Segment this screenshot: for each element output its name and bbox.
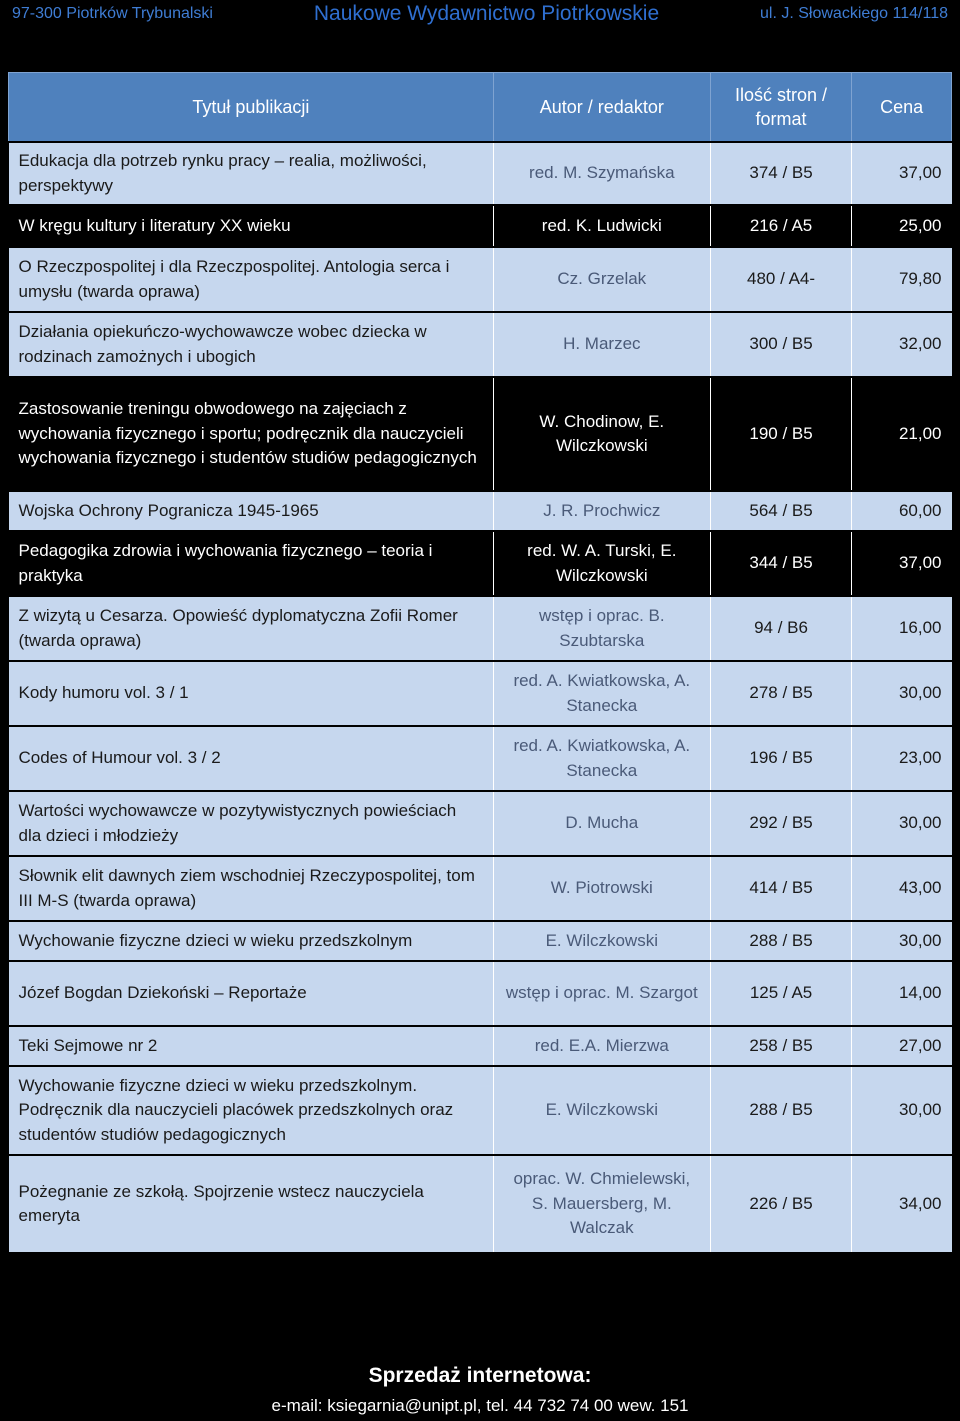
table-row <box>9 726 952 791</box>
table-row <box>9 377 952 491</box>
book-author: wstęp i oprac. B. Szubtarska <box>493 596 710 661</box>
book-price: 16,00 <box>852 596 952 661</box>
book-price: 25,00 <box>852 205 952 247</box>
table-row <box>9 791 952 856</box>
book-author: red. A. Kwiatkowska, A. Stanecka <box>493 661 710 726</box>
book-title: Wojska Ochrony Pogranicza 1945-1965 <box>9 491 494 531</box>
book-author: red. E.A. Mierzwa <box>493 1026 710 1066</box>
table-row <box>9 661 952 726</box>
book-title: Józef Bogdan Dziekoński – Reportaże <box>9 961 494 1026</box>
book-author: red. K. Ludwicki <box>493 205 710 247</box>
book-price: 43,00 <box>852 856 952 921</box>
publisher-address: 97-300 Piotrków Trybunalski <box>12 5 213 22</box>
book-price: 79,80 <box>852 247 952 312</box>
book-pages-format: 226 / B5 <box>710 1155 851 1253</box>
book-author: Cz. Grzelak <box>493 247 710 312</box>
table-row <box>9 247 952 312</box>
table-row <box>9 961 952 1026</box>
book-author: J. R. Prochwicz <box>493 491 710 531</box>
book-pages-format: 300 / B5 <box>710 312 851 377</box>
book-title: Pożegnanie ze szkołą. Spojrzenie wstecz nauczyciela emeryta <box>9 1155 494 1253</box>
book-title: Wychowanie fizyczne dzieci w wieku przedszkolnym <box>9 921 494 961</box>
book-author: H. Marzec <box>493 312 710 377</box>
book-pages-format: 216 / A5 <box>710 205 851 247</box>
book-title: Działania opiekuńczo-wychowawcze wobec dziecka w rodzinach zamożnych i ubogich <box>9 312 494 377</box>
book-title: Zastosowanie treningu obwodowego na zajęciach z wychowania fizycznego i sportu; podręcznik dla nauczycieli wychowania fizycznego i studentów studiów pedagogicznych <box>9 377 494 491</box>
book-pages-format: 292 / B5 <box>710 791 851 856</box>
table-row <box>9 491 952 531</box>
book-pages-format: 94 / B6 <box>710 596 851 661</box>
column-header-author: Autor / redaktor <box>493 73 710 143</box>
table-row <box>9 531 952 596</box>
book-title: Pedagogika zdrowia i wychowania fizycznego – teoria i praktyka <box>9 531 494 596</box>
table-row <box>9 1066 952 1155</box>
contact-info: e-mail: ksiegarnia@unipt.pl, tel. 44 732 74 00 wew. 151 <box>271 1396 689 1415</box>
book-price: 30,00 <box>852 1066 952 1155</box>
book-title: Kody humoru vol. 3 / 1 <box>9 661 494 726</box>
table-row <box>9 142 952 205</box>
book-price: 60,00 <box>852 491 952 531</box>
book-price: 23,00 <box>852 726 952 791</box>
publisher-name: Naukowe Wydawnictwo Piotrkowskie <box>313 2 660 25</box>
book-author: D. Mucha <box>493 791 710 856</box>
book-pages-format: 125 / A5 <box>710 961 851 1026</box>
book-pages-format: 288 / B5 <box>710 921 851 961</box>
book-title: W kręgu kultury i literatury XX wieku <box>9 205 494 247</box>
book-pages-format: 278 / B5 <box>710 661 851 726</box>
book-title: Edukacja dla potrzeb rynku pracy – realia, możliwości, perspektywy <box>9 142 494 205</box>
publisher-street: ul. J. Słowackiego 114/118 <box>760 5 948 22</box>
book-price: 34,00 <box>852 1155 952 1253</box>
column-header-price: Cena <box>852 73 952 143</box>
table-row <box>9 312 952 377</box>
book-price: 37,00 <box>852 142 952 205</box>
book-pages-format: 288 / B5 <box>710 1066 851 1155</box>
book-author: red. A. Kwiatkowska, A. Stanecka <box>493 726 710 791</box>
table-row <box>9 205 952 247</box>
book-author: W. Chodinow, E. Wilczkowski <box>493 377 710 491</box>
book-price: 14,00 <box>852 961 952 1026</box>
book-author: red. M. Szymańska <box>493 142 710 205</box>
book-author: oprac. W. Chmielewski, S. Mauersberg, M. Walczak <box>493 1155 710 1253</box>
table-row <box>9 921 952 961</box>
book-pages-format: 258 / B5 <box>710 1026 851 1066</box>
book-price: 30,00 <box>852 661 952 726</box>
book-title: Z wizytą u Cesarza. Opowieść dyplomatyczna Zofii Romer (twarda oprawa) <box>9 596 494 661</box>
book-price: 21,00 <box>852 377 952 491</box>
online-sales-heading: Sprzedaż internetowa: <box>368 1364 592 1387</box>
book-title: O Rzeczpospolitej i dla Rzeczpospolitej. Antologia serca i umysłu (twarda oprawa) <box>9 247 494 312</box>
book-author: W. Piotrowski <box>493 856 710 921</box>
book-price: 30,00 <box>852 921 952 961</box>
book-price: 32,00 <box>852 312 952 377</box>
book-title: Teki Sejmowe nr 2 <box>9 1026 494 1066</box>
book-title: Wartości wychowawcze w pozytywistycznych powieściach dla dzieci i młodzieży <box>9 791 494 856</box>
book-title: Wychowanie fizyczne dzieci w wieku przedszkolnym. Podręcznik dla nauczycieli placówek przedszkolnych oraz studentów studiów pedagogicznych <box>9 1066 494 1155</box>
publications-table <box>8 72 952 1254</box>
book-pages-format: 374 / B5 <box>710 142 851 205</box>
book-author: red. W. A. Turski, E. Wilczkowski <box>493 531 710 596</box>
book-price: 37,00 <box>852 531 952 596</box>
table-row <box>9 1026 952 1066</box>
book-pages-format: 190 / B5 <box>710 377 851 491</box>
book-title: Słownik elit dawnych ziem wschodniej Rzeczypospolitej, tom III M-S (twarda oprawa) <box>9 856 494 921</box>
book-pages-format: 344 / B5 <box>710 531 851 596</box>
book-title: Codes of Humour vol. 3 / 2 <box>9 726 494 791</box>
book-pages-format: 480 / A4- <box>710 247 851 312</box>
column-header-title: Tytuł publikacji <box>9 73 494 143</box>
table-body <box>9 142 952 1253</box>
book-price: 27,00 <box>852 1026 952 1066</box>
book-author: E. Wilczkowski <box>493 921 710 961</box>
table-header-row <box>9 73 952 143</box>
book-pages-format: 196 / B5 <box>710 726 851 791</box>
book-author: wstęp i oprac. M. Szargot <box>493 961 710 1026</box>
table-row <box>9 856 952 921</box>
column-header-pages: Ilość stron / format <box>710 73 851 143</box>
book-pages-format: 414 / B5 <box>710 856 851 921</box>
table-row <box>9 596 952 661</box>
book-author: E. Wilczkowski <box>493 1066 710 1155</box>
table-row <box>9 1155 952 1253</box>
book-price: 30,00 <box>852 791 952 856</box>
page-header <box>0 0 960 28</box>
book-pages-format: 564 / B5 <box>710 491 851 531</box>
